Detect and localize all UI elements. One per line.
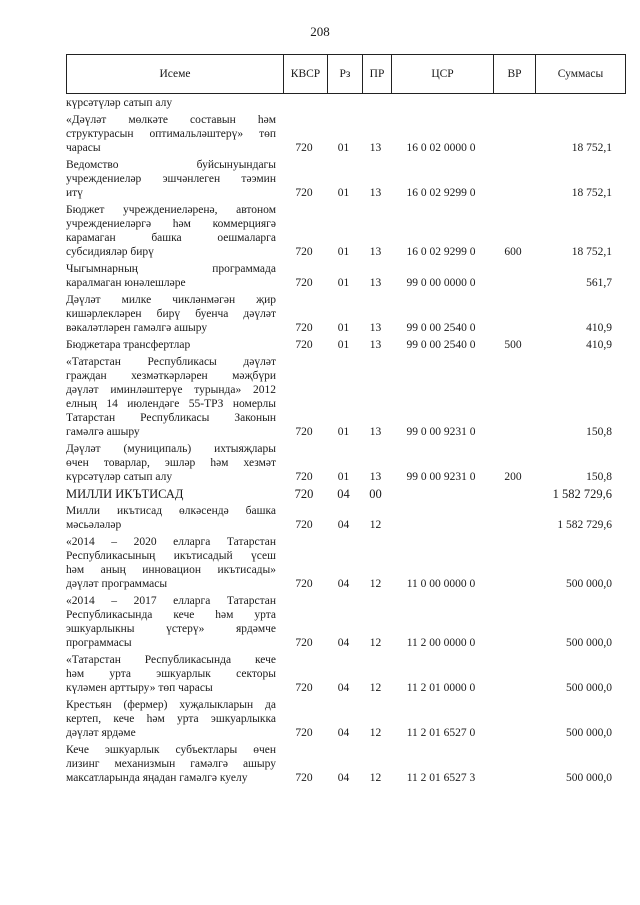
row-pr: 12 (369, 637, 382, 649)
header-pr: ПР (362, 55, 391, 93)
row-csr: 11 2 01 6527 3 (406, 772, 476, 784)
row-rz: 04 (337, 578, 350, 590)
row-pr: 13 (369, 339, 382, 351)
row-csr: 11 2 01 0000 0 (406, 682, 476, 694)
row-sum: 500 000,0 (566, 682, 612, 694)
row-name-line: елның 14 июлендәге 55-ТРЗ номерлы (66, 398, 276, 410)
row-name-line: Чыгымнарның программада (66, 263, 276, 275)
row-name-line: Милли икътисад өлкәсендә башка (66, 505, 276, 517)
row-sum: 150,8 (586, 471, 612, 483)
row-name-line: «2014 – 2017 елларга Татарстан (66, 595, 276, 607)
table-header (66, 54, 626, 94)
table-row (66, 338, 626, 352)
table-row (66, 653, 626, 695)
header-csr: ЦСР (391, 55, 493, 93)
table-row (66, 113, 626, 155)
table-row (66, 594, 626, 650)
row-rz: 04 (337, 519, 350, 531)
row-csr: 99 0 00 0000 0 (406, 277, 476, 289)
row-pr: 12 (369, 772, 382, 784)
row-name (66, 743, 276, 785)
row-rz: 04 (337, 682, 350, 694)
row-csr: 99 0 00 2540 0 (406, 322, 476, 334)
row-name-line: Дәүләт милке чикләнмәгән җир (66, 294, 276, 306)
header-sum: Суммасы (535, 55, 625, 93)
row-name-line: «Татарстан Республикасы дәүләт (66, 356, 276, 368)
row-name (66, 293, 276, 335)
row-name-line: кертеп, кече һәм урта эшкуарлыкка (66, 713, 276, 725)
row-name-line: Бюджет учреждениеләренә, автоном (66, 204, 276, 216)
row-rz: 01 (337, 471, 350, 483)
row-name (66, 203, 276, 259)
table-row (66, 293, 626, 335)
row-kvsr: 720 (295, 426, 313, 438)
row-rz: 04 (337, 487, 350, 501)
table-row (66, 203, 626, 259)
row-csr: 16 0 02 9299 0 (406, 246, 476, 258)
row-name (66, 442, 276, 484)
row-name-line: чарасы (66, 142, 101, 154)
row-sum: 150,8 (586, 426, 612, 438)
row-name-line: һәм аның инновацион икътисады» (66, 564, 276, 576)
table-row (66, 355, 626, 439)
row-vr: 600 (504, 246, 522, 258)
row-csr: 11 2 01 6527 0 (406, 727, 476, 739)
row-name-line: Татарстан Республикасы Законын (66, 412, 276, 424)
row-name-line: Бюджетара трансфертлар (66, 339, 191, 351)
row-rz: 01 (337, 339, 350, 351)
row-rz: 04 (337, 637, 350, 649)
header-rz: Рз (327, 55, 362, 93)
row-sum: 500 000,0 (566, 772, 612, 784)
row-rz: 01 (337, 322, 350, 334)
row-rz: 01 (337, 246, 350, 258)
row-kvsr: 720 (295, 277, 313, 289)
row-name-line: «2014 – 2020 елларга Татарстан (66, 536, 276, 548)
row-name-line: Крестьян (фермер) хуҗалыкларын да (66, 699, 276, 711)
row-sum: 500 000,0 (566, 727, 612, 739)
row-name (66, 113, 276, 155)
row-name-line: максатларында яңадан гамәлгә куелу (66, 772, 248, 784)
row-name-line: «Татарстан Республикасында кече (66, 654, 276, 666)
row-pr: 13 (369, 322, 382, 334)
row-sum: 561,7 (586, 277, 612, 289)
row-sum: 500 000,0 (566, 637, 612, 649)
row-name-line: күләмен арттыру» төп чарасы (66, 682, 213, 694)
table-row (66, 535, 626, 591)
header-kvsr: КВСР (283, 55, 327, 93)
row-name-line: итү (66, 187, 83, 199)
row-kvsr: 720 (295, 322, 313, 334)
row-pr: 13 (369, 277, 382, 289)
row-pr: 12 (369, 682, 382, 694)
row-csr: 16 0 02 0000 0 (406, 142, 476, 154)
row-rz: 01 (337, 426, 350, 438)
row-name (66, 487, 276, 501)
row-sum: 18 752,1 (571, 142, 612, 154)
row-name-line: Дәүләт (муниципаль) ихтыяҗлары (66, 443, 276, 455)
row-vr: 200 (504, 471, 522, 483)
row-vr: 500 (504, 339, 522, 351)
header-name: Исеме (159, 68, 191, 80)
row-name-line: эшкуарлыкны үстерү» ярдәмче (66, 623, 276, 635)
row-name-line: күрсәтүләр сатып алу (66, 471, 173, 483)
row-csr: 99 0 00 9231 0 (406, 426, 476, 438)
row-name-line: Республикасында кече һәм урта (66, 609, 276, 621)
row-name-line: учреждениеләр эшчәнлеген тәэмин (66, 173, 276, 185)
row-name-line: карамаган башка оешмаларга (66, 232, 276, 244)
table-row (66, 504, 626, 532)
row-name-line: мәсьәләләр (66, 519, 122, 531)
row-kvsr: 720 (295, 471, 313, 483)
row-name-line: вәкаләтләрен гамәлгә ашыру (66, 322, 208, 334)
row-kvsr: 720 (295, 187, 313, 199)
row-kvsr: 720 (295, 578, 313, 590)
row-sum: 1 582 729,6 (552, 487, 612, 501)
row-name (66, 262, 276, 290)
row-kvsr: 720 (295, 142, 313, 154)
row-name (66, 158, 276, 200)
row-pr: 13 (369, 142, 382, 154)
row-name (66, 653, 276, 695)
table-row (66, 487, 626, 501)
row-gap (66, 785, 626, 788)
row-name (66, 698, 276, 740)
row-rz: 04 (337, 772, 350, 784)
table-row (66, 698, 626, 740)
row-name (66, 355, 276, 439)
row-name-line: Кече эшкуарлык субъектлары өчен (66, 744, 276, 756)
row-name-line: структурасын оптимальләштерү» төп (66, 128, 276, 140)
row-name-line: каралмаган юнәлешләре (66, 277, 186, 289)
row-sum: 410,9 (586, 339, 612, 351)
row-name-line: дәүләт программасы (66, 578, 168, 590)
table-row (66, 158, 626, 200)
row-name-line: кишәрлекләрен бирү буенча дәүләт (66, 308, 276, 320)
row-name (66, 96, 276, 110)
row-pr: 13 (369, 471, 382, 483)
row-csr: 11 0 00 0000 0 (406, 578, 476, 590)
row-name-line: «Дәүләт мөлкәте составын һәм (66, 114, 276, 126)
row-name-line: программасы (66, 637, 132, 649)
row-kvsr: 720 (294, 487, 314, 501)
row-name-line: Республикасының икътисадый үсеш (66, 550, 276, 562)
row-kvsr: 720 (295, 682, 313, 694)
row-pr: 13 (369, 187, 382, 199)
row-csr: 99 0 00 2540 0 (406, 339, 476, 351)
row-name-line: һәм урта эшкуарлык секторы (66, 668, 276, 680)
row-rz: 01 (337, 277, 350, 289)
row-sum: 18 752,1 (571, 187, 612, 199)
row-pr: 13 (369, 246, 382, 258)
row-csr: 11 2 00 0000 0 (406, 637, 476, 649)
row-rz: 04 (337, 727, 350, 739)
row-name (66, 504, 276, 532)
page-number: 208 (310, 24, 330, 39)
table-row (66, 743, 626, 785)
row-name-line: граждан хезмәткәрләрен мәҗбүри (66, 370, 276, 382)
row-csr: 99 0 00 9231 0 (406, 471, 476, 483)
row-pr: 12 (369, 578, 382, 590)
row-pr: 12 (369, 727, 382, 739)
row-kvsr: 720 (295, 339, 313, 351)
table-body (66, 96, 626, 788)
row-sum: 1 582 729,6 (557, 519, 612, 531)
row-kvsr: 720 (295, 637, 313, 649)
row-kvsr: 720 (295, 772, 313, 784)
row-name-line: дәүләт иминләштерүе турында» 2012 (66, 384, 276, 396)
row-name-line: өчен товарлар, эшләр һәм хезмәт (66, 457, 276, 469)
header-vr: ВР (493, 55, 535, 93)
row-name-line: субсидияләр бирү (66, 246, 154, 258)
row-name-line: күрсәтүләр сатып алу (66, 97, 173, 109)
row-name-line: МИЛЛИ ИКЪТИСАД (66, 487, 184, 501)
table-row (66, 442, 626, 484)
row-name-line: лизинг механизмын гамәлгә ашыру (66, 758, 276, 770)
row-kvsr: 720 (295, 519, 313, 531)
row-rz: 01 (337, 142, 350, 154)
row-sum: 410,9 (586, 322, 612, 334)
row-sum: 18 752,1 (571, 246, 612, 258)
row-name (66, 594, 276, 650)
row-pr: 00 (369, 487, 382, 501)
table-row (66, 262, 626, 290)
row-name-line: Ведомство буйсынуындагы (66, 159, 276, 171)
row-kvsr: 720 (295, 727, 313, 739)
row-name (66, 338, 276, 352)
row-name-line: дәүләт ярдәме (66, 727, 136, 739)
table-row (66, 96, 626, 110)
row-name (66, 535, 276, 591)
row-pr: 13 (369, 426, 382, 438)
row-csr: 16 0 02 9299 0 (406, 187, 476, 199)
row-kvsr: 720 (295, 246, 313, 258)
row-name-line: гамәлгә ашыру (66, 426, 140, 438)
row-sum: 500 000,0 (566, 578, 612, 590)
row-rz: 01 (337, 187, 350, 199)
row-name-line: учреждениеләргә һәм коммерциягә (66, 218, 276, 230)
row-pr: 12 (369, 519, 382, 531)
